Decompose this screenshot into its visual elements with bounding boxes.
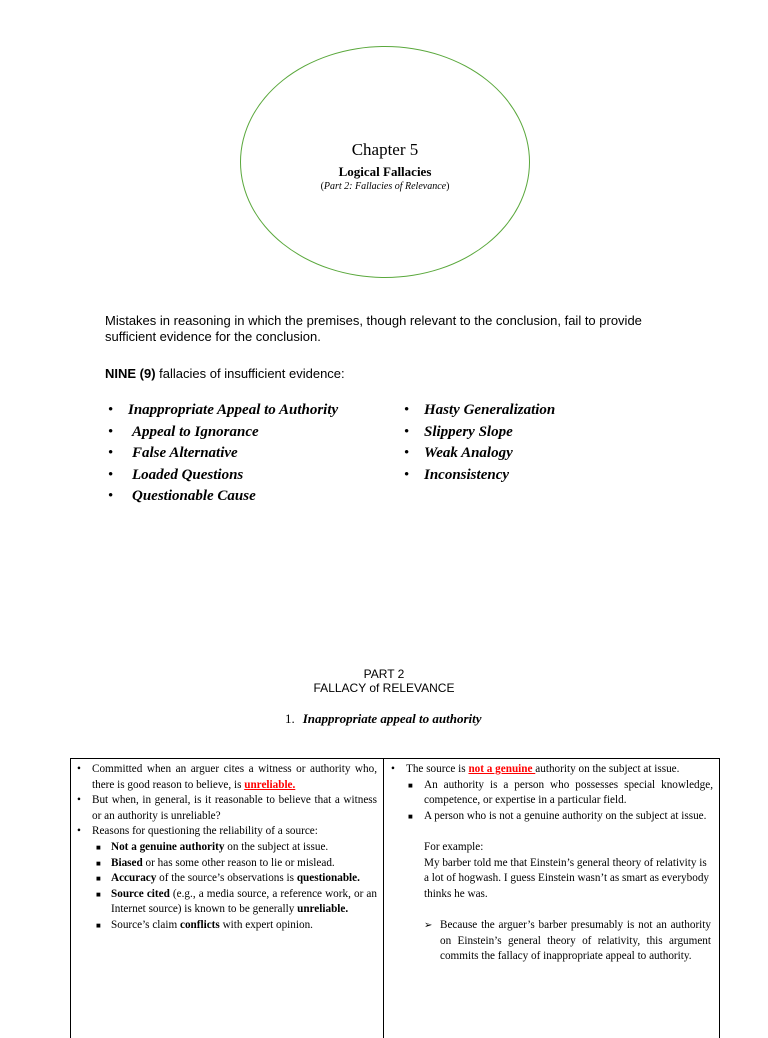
highlight-unreliable: unreliable. xyxy=(244,778,296,791)
arrow-bullet-icon: ➢ xyxy=(424,919,433,931)
fallacy-list-left xyxy=(108,400,338,508)
item-text: authority on the subject at issue. xyxy=(535,763,680,775)
bullet-icon: • xyxy=(108,466,114,483)
item-text: But when, in general, is it reasonable to believe that a witness or an authority is unreliable? xyxy=(92,794,377,822)
square-bullet-icon: ■ xyxy=(408,780,413,790)
example-label: For example: xyxy=(424,840,484,853)
nine-rest: fallacies of insufficient evidence: xyxy=(155,366,345,381)
intro-paragraph: Mistakes in reasoning in which the premises, though relevant to the conclusion, fail to provide sufficient evidence for the conclusion. xyxy=(105,313,642,344)
list-item xyxy=(71,762,383,793)
list-item xyxy=(71,871,383,887)
item-text: (e.g., a media source, a reference work, or an Internet source) is known to be generally xyxy=(111,887,377,916)
item-bold: Not a genuine authority xyxy=(111,840,225,853)
bullet-icon: • xyxy=(404,423,410,440)
fallacy-list-right xyxy=(404,400,555,486)
fallacy-label: Slippery Slope xyxy=(424,423,513,440)
item-bold: unreliable. xyxy=(297,903,349,916)
fallacy-label: False Alternative xyxy=(132,445,238,462)
square-bullet-icon: ■ xyxy=(96,858,101,868)
fallacy-item xyxy=(108,486,338,508)
list-item xyxy=(384,778,719,809)
section-heading xyxy=(285,711,482,727)
square-bullet-icon: ■ xyxy=(96,842,101,852)
item-bold: Biased xyxy=(111,856,143,869)
title-ellipse xyxy=(240,46,530,278)
fallacy-item xyxy=(108,422,338,444)
item-bold: questionable. xyxy=(296,872,360,885)
item-text: or has some other reason to lie or mislead. xyxy=(142,856,335,869)
part-open-paren: ( xyxy=(320,181,324,192)
fallacy-label: Hasty Generalization xyxy=(424,402,556,418)
bullet-icon: • xyxy=(404,466,410,483)
fallacy-item xyxy=(404,422,555,444)
bullet-icon: • xyxy=(108,488,114,505)
highlight-not-genuine: not a genuine xyxy=(468,763,536,775)
item-bold: conflicts xyxy=(179,918,220,931)
fallacy-label: Inappropriate Appeal to Authority xyxy=(128,402,339,418)
explanation-table xyxy=(70,758,720,1038)
list-item xyxy=(71,856,383,872)
list-item xyxy=(71,840,383,856)
part-caption-text: Part 2: Fallacies of Relevance xyxy=(323,181,447,192)
bullet-icon: • xyxy=(77,794,81,807)
fallacy-item xyxy=(404,443,555,465)
item-text: Source’s claim xyxy=(111,918,180,931)
bullet-icon: • xyxy=(404,402,410,418)
bullet-icon: • xyxy=(108,423,114,440)
item-text: The source is xyxy=(406,763,469,775)
list-item xyxy=(71,824,383,840)
section-number: 1. xyxy=(285,711,295,726)
square-bullet-icon: ■ xyxy=(96,920,101,930)
fallacy-label: Loaded Questions xyxy=(132,466,244,483)
list-item xyxy=(71,793,383,824)
nine-count: NINE (9) xyxy=(105,366,156,381)
square-bullet-icon: ■ xyxy=(96,874,101,884)
fallacy-item xyxy=(108,400,338,422)
fallacy-item xyxy=(108,465,338,487)
item-text: A person who is not a genuine authority on the subject at issue. xyxy=(424,809,707,822)
bullet-icon: • xyxy=(77,825,81,838)
bullet-icon: • xyxy=(108,445,114,462)
item-text: An authority is a person who possesses special knowledge, competence, or expertise in a particular field. xyxy=(424,778,713,807)
table-left-column xyxy=(71,762,383,934)
fallacy-item xyxy=(108,443,338,465)
spacer xyxy=(384,902,719,918)
item-text: Because the arguer’s barber presumably is not an authority on Einstein’s general theory of relativity, this argument commits the fallacy of inappropriate appeal to authority. xyxy=(440,918,711,963)
part-close-paren: ) xyxy=(446,181,450,192)
item-text: Reasons for questioning the reliability of a source: xyxy=(92,825,318,838)
bullet-icon: • xyxy=(404,445,410,462)
bullet-icon: • xyxy=(391,763,395,775)
square-bullet-icon: ■ xyxy=(408,811,413,821)
list-item xyxy=(384,762,719,778)
part-caption xyxy=(240,181,530,192)
fallacy-of-relevance-heading: FALLACY of RELEVANCE xyxy=(313,681,455,695)
item-text: with expert opinion. xyxy=(219,918,313,931)
item-bold: Accuracy xyxy=(111,872,157,885)
chapter-title: Chapter 5 xyxy=(351,140,419,159)
bullet-icon: • xyxy=(77,763,81,775)
fallacy-label: Inconsistency xyxy=(424,466,510,483)
list-item xyxy=(384,809,719,825)
item-text: Committed when an arguer cites a witness or authority who, there is good reason to believe, is xyxy=(92,763,377,791)
chapter-subtitle: Logical Fallacies xyxy=(338,164,432,179)
item-bold: Source cited xyxy=(111,887,170,900)
bullet-icon: • xyxy=(108,402,114,418)
fallacy-label: Questionable Cause xyxy=(132,488,256,505)
list-item xyxy=(384,918,719,965)
fallacy-label: Appeal to Ignorance xyxy=(132,423,259,440)
list-item xyxy=(71,918,383,934)
fallacy-label: Weak Analogy xyxy=(424,445,513,462)
fallacy-item xyxy=(404,400,555,422)
item-text: on the subject at issue. xyxy=(224,840,329,853)
spacer xyxy=(384,824,719,840)
part2-heading: PART 2 xyxy=(363,667,405,681)
item-text: of the source’s observations is xyxy=(156,872,297,885)
table-right-column xyxy=(384,762,719,965)
example-text: My barber told me that Einstein’s general theory of relativity is a lot of hogwash. I guess Einstein wasn’t as smart as everybody thinks he was. xyxy=(424,856,710,900)
section-title: Inappropriate appeal to authority xyxy=(302,711,482,726)
nine-fallacies-line xyxy=(105,366,345,381)
list-item xyxy=(71,887,383,918)
fallacy-item xyxy=(404,465,555,487)
square-bullet-icon: ■ xyxy=(96,889,101,899)
